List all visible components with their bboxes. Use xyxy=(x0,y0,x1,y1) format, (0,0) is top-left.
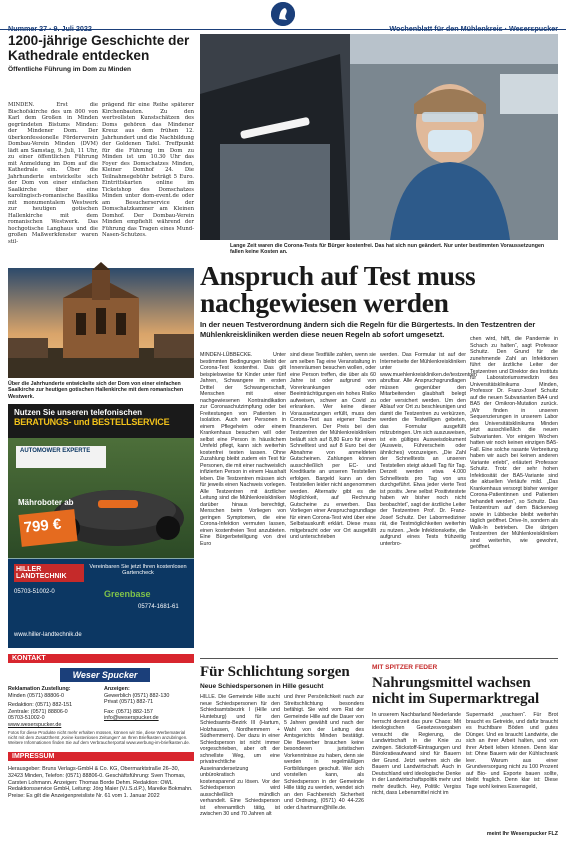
kommentar-kicker: MIT SPITZER FEDER xyxy=(372,664,438,671)
corona-test-photo xyxy=(200,34,558,240)
paper-name: Wochenblatt für den Mühlenkreis · Weserspucker xyxy=(389,24,558,33)
kontakt-web[interactable]: www.weserspucker.de xyxy=(8,721,62,728)
masthead-logo xyxy=(271,2,295,26)
dom-column-1: MINDEN. Erst die Bischofskirche des um 800 von Karl dem Großen in Minden gegründeten Bistums Minden: der Mindener Dom. Der überkonfessionelle Förderverein Dombau-Verein Minden (DVM) lädt am Samstag, 9. Juli, 11 Uhr, zu einer öffentlichen Führung mit Anmeldung im Dom auf die Kathedrale ein. Über die Jahrhunderte entwickelte sich der Dom von einer einfachen Saalkirche über eine karolingisch-romanische Basilika mit monumentalem Westwerk zur heutigen gotischen Hallenkirche mit dem romanischen Westwerk. Das hochgotische Langhaus und die großen Maßwerkfenster waren stil- xyxy=(8,102,98,245)
schlichtung-column-1: HILLE. Die Gemeinde Hille sucht neue Schiedspersonen für den Schiedsamtsbezirk I (Hille und Hunteburg) und für den Schiedsamts-Bezirk III (Hartum, Holzhausen, Nordhemmern + Südhemmern). Der dazu in einer Schiedsperson ist nicht immer vorgeschrieben, aber oft der schnellste Weg, um eine privatrechtliche Auseinandersetzung unbürokratisch und kostensparend zu lösen. Vor der Schiedsperson wird ausschließlich mündlich verhandelt. Eine Schiedsperson ist ehrenamtlich tätig, ist zwischen 30 und 70 Jahren alt xyxy=(200,694,280,817)
kontakt-l3: Zentrale: (0571) 88806-0 xyxy=(8,708,68,715)
kontakt-a4: Fax: (0571) 882-157 xyxy=(104,708,153,715)
ad-website[interactable]: www.hiller-landtechnik.de xyxy=(14,632,82,638)
kontakt-l4: 05703-51002-0 xyxy=(8,715,45,722)
kontakt-l1: Reklamation Zustellung: xyxy=(8,686,71,692)
kontakt-right xyxy=(104,686,194,722)
kontakt-left xyxy=(8,686,100,729)
kontakt-a1: Anzeigen: xyxy=(104,686,130,692)
ad-automower-badge: AUTOMOWER EXPERTE xyxy=(16,446,106,468)
kommentar-title: Nahrungsmittel wachsen nicht im Supermarktregal xyxy=(372,675,540,707)
dom-subtitle: Öffentliche Führung im Dom zu Minden xyxy=(8,66,132,73)
dom-caption: Über die Jahrhunderte entwickelte sich der Dom von einer einfachen Saalkirche zur heutigen gotischen Hallenkirche mit dem romanischen Westwerk. xyxy=(8,381,184,400)
dom-photo xyxy=(8,268,194,378)
mower-advertisement[interactable] xyxy=(8,404,194,648)
ad-garden-brand: Greenbase xyxy=(104,589,151,599)
kontakt-a5[interactable]: info@weserspucker.de xyxy=(104,715,159,722)
dom-title: 1200-jährige Geschichte der Kathedrale entdecken xyxy=(8,33,190,63)
kommentar-signature: meint Ihr Weserspucker FLZ xyxy=(486,831,558,837)
ad-phone-2: 05774-1681-61 xyxy=(138,604,179,610)
dom-column-2: prägend für eine Reihe späterer Kirchenbauten. Zu den wertvollsten Kunstschätzen des Doms gehören das Mindener Kreuz aus dem frühen 12. Jahrhundert und die Nachbildung der Goldenen Tafel. Treffpunkt für die Führung im Dom zu Minden ist um 10.30 Uhr das Foyer des Domschatzes Minden, Kleiner Domhof 24. Die Teilnahmegebühr beträgt 5 Euro. Eintrittskarten online im Ticketshop des Domschatzes Minden unter dom-event.de oder am Besucherservice der Domschatzkammer am Kleinen Domhof. Der Dombau-Verein Minden empfiehlt während der Führung das Tragen eines Mund-Nasen-Schutzes. xyxy=(102,102,194,238)
section-divider xyxy=(200,658,558,659)
kommentar-column-2: Supermarkt „wachsen“. Für Brot braucht es Getreide, und dafür braucht es fruchtbare Böden und gutes Dünger. Und es braucht Landwirte, die sich an ihrer Arbeit halten, und von ihrer Arbeit leben können. Denn klar ist: Ohne Bauern wär der Kühlschrank leer. Warum aus einer Grundversorgung nicht zu 100 Prozent auf Bio- und Exporte bauen sollte, bleibt fraglich. Denn klar ist: Diese Tage wohl keines Essensgeld, xyxy=(466,712,558,790)
main-lead: In der neuen Testverordnung ändern sich die Regeln für die Bürgertests. In den Testzentren der Mühlenkreiskliniken werden diese neuen Regeln ab sofort umgesetzt. xyxy=(200,320,536,339)
schlichtung-subtitle: Neue Schiedspersonen in Hille gesucht xyxy=(200,683,324,690)
main-column-1: MINDEN-LÜBBECKE. Unter bestimmten Bedingungen bleibt der Corona-Test kostenfrei. Das gilt beispielsweise für Kinder unter fünf Jahren, Schwangere im ersten Drittel der Schwangerschaft, Menschen mit einer nachgewiesenen Kontraindikation zur Coronaschutzimpfung oder bei Freitestungen von Patienten in Isolation. Auch wer Personen in einem Pflegeheim oder einem Krankenhaus besuchen will oder selbst eine Person in häuslichem Umfeld pflegt, kann sich weiterhin kostenfrei testen lassen. Ohne Zuzahlung bleibt zudem ein Test für Personen, die mit einer nachweislich infizierten Person in einem Haushalt leben. Die Testzentren müssen sich für jeweils einen Nachweis vorlegen. Alle Testzentren mit ärztlicher Leitung sind die Mühlenkreiskliniken darüber hinaus berechtigt, Menschen beim Vorliegen von geringen Symptomen, die eine Corona-Infektion vermuten lassen, einen kostenfreien Test anzubieten. Eine Bürgerbeteiligung von drei Euro xyxy=(200,352,286,547)
kommentar-column-1: In unserem Nachbarland Niederlande herrscht derzeit das pure Chaos: Mit ideologischen Gesetzesvorgaben versucht die Regierung, die Landwirtschaft in die Knie zu zwingen. Stickstoff-Eintragungen und Bürokratieaufwand sind für Bauern der Grund. Jetzt wehren sich die Bauern und Landwirtschaft. Auch in Deutschland wird ideologische Denke in der Landwirtschaftspolitik mehr und mehr deutlich. Hey, Politik: Vergiss nicht, dass Lebensmittel nicht im xyxy=(372,712,461,796)
kontakt-a3: Privat (0571) 882-71 xyxy=(104,699,154,706)
ad-product: Mähroboter ab xyxy=(18,498,74,507)
main-column-4: chen wird, hilft, die Pandemie in Schach zu halten“, sagt Professor Schuitz. Den Grund für die zunehmende Zahl an Infektionen führt der ärztliche Leiter der Testzentren und Direktor des Instituts für Laboratoriumsmedizin des Universitätsklinikums Minden, Professor Dr. Franz-Josef Schuitz auf die neuen Subvarianten BA4 und BA5 der Omikron-Mutation zurück. „Wir finden in unseren Sequenzierungen in unserem Labor des Universitätsklinikums Minden jetzt ausschließlich die neuen Subvarianten. Vor einigen Wochen hatten wir noch keinen einzigen BA5-Fall. Eine solche rasante Verbreitung haben wir auch bei keinen anderen Variante erlebt“, erläutert Professor Schuitz. Trotz der sehr hohen Infektiosität der BA5-Variante sind die aktuellen Verläufe mild. „Das Krankenhaus versorgt bisher weniger Corona-Patientinnen und Patienten behandelt werden“, so Schuitz. Das Testzentrum auf dem Bäckerweg sowie in Lübbecke bleibt weiterhin täglich geöffnet. Drive-In, sondern als Walk-In betrieben. Die übrigen Testzentren der Mühlenkreiskliniken sind weiterhin, wie gewohnt, geöffnet. xyxy=(470,336,558,550)
schlichtung-column-2: und ihrer Persönlichkeit nach zur Streitschlichtung besonders befähigt. Sie wird vom Rat der Gemeinde Hille auf die Dauer von 5 Jahren gewählt und nach der Wahl von der Leitung des Amtsgerichts Minden bestätigt. Die Bewerber brauchen keine besonderen juristischen Vorkenntnisse zu haben, denn sie werden in regelmäßigen Fortbildungen geschult. Wer sich vorstellen kann, als Schiedsperson in der Gemeinde Hille tätig zu werden, wendet sich an den Fachbereich Sicherheit und Ordnung, (0571) 40 44-226 oder d.hartmann@hille.de. xyxy=(284,694,364,811)
schlichtung-title: Für Schlichtung sorgen xyxy=(200,664,350,680)
weserspucker-logo: Weser Spucker xyxy=(60,668,150,682)
kontakt-heading: KONTAKT xyxy=(8,654,194,663)
ad-slogan: Vereinbaren Sie jetzt Ihren kostenlosen Gartencheck xyxy=(89,564,187,576)
ad-price: 799 € xyxy=(18,509,77,547)
issue-date: Nummer 27 · 9. Juli 2022 xyxy=(8,24,92,33)
dom-article xyxy=(8,34,194,73)
kontakt-l1v: Minden (0571) 88806-0 xyxy=(8,692,65,699)
impressum-body: Herausgeber: Bruns Verlags-GmbH & Co. KG, Obermarktstraße 26–30, 32423 Minden, Telefon: (0571) 88806-0. Geschäftsführung: Sven Thomas, Carsten Lohmann. Anzeigen: Thomas Borde Dehm. Redaktion: OWL Redaktionsservice GmbH, Leitung: Jörg Maier (V.i.S.d.P.), Mareike Bokmahn. Preise: Es gilt die Anzeigenpreisliste Nr. 61 vom 1. Januar 2022 xyxy=(8,766,193,800)
kontakt-note: Fotos für diese Produkte nicht mehr erhalten müssen, können wir Sie, diese Werbematerial nicht mit dem Zusatztherst „Keine kostenlosen Zeitungen“ an Ihren Briefkasten anzubringen. Weitere Informationen finden Sie auf dem Verbraucherportal www.werbung-im-briefkasten.de. xyxy=(8,730,190,746)
page-header xyxy=(0,0,566,33)
ad-dealer: HILLER LANDTECHNIK xyxy=(14,564,84,582)
ad-divider xyxy=(8,558,194,559)
kontakt-a2: Gewerblich (0571) 882-130 xyxy=(104,692,170,699)
main-headline: Anspruch auf Test muss nachgewiesen werden xyxy=(200,260,476,318)
ad-line-1: Nutzen Sie unseren telefonischen xyxy=(14,408,143,417)
corona-photo-caption: Lange Zeit waren die Corona-Tests für Bürger kostenfrei. Das hat sich nun geändert. Nur unter bestimmten Voraussetzungen fallen keine Kosten an. xyxy=(230,243,545,256)
impressum-heading: IMPRESSUM xyxy=(8,752,194,761)
ad-phone-1: 05703-51002-0 xyxy=(14,589,55,595)
main-column-2: sind diese Testfälle zahlen, wenn sie am selben Tag eine Veranstaltung in Innenräumen besuchen wollen, oder eine Person treffen, die über als 60 Jahre ist oder aufgrund von Vorerkrankungen oder Beeinträchtigungen ein hohes Risiko aufweisen, schwer an Covid zu erkranken. Wer keine dieser Voraussetzungen erfüllt, muss den Corona-Test aus eigener Tasche finanzieren. Der Preis bei den Testzentren der Mühlenkreiskliniken beläuft sich auf 8,80 Euro für einen Schnelltest und auf 8 Euro bei der Abnahme von anmeldeten Gutscheinen. Zahlungen können ausschließlich per EC- und Kreditkarte an unseren Teststellen erfolgen. Bargeld kann an den Teststellen leider nicht angenommen werden. Alternativ gibt es die Möglichkeit, auf Rechnung Gutscheine zu erwerben. Das Vorliegen einer Anspruchsgrundlage für einen Corona-Test wird über eine Selbstauskunft erklärt. Diese muss mitgebracht oder vor Ort ausgefüllt und unterschrieben xyxy=(290,352,376,540)
ad-service-banner xyxy=(8,404,194,438)
ad-line-2: BERATUNGS- und BESTELLSERVICE xyxy=(14,417,170,427)
main-column-3: werden. Das Formular ist auf der Internetseite der Mühlenkreiskliniken unter www.muehlenkreiskliniken.de/testzentren abrufbar. Alle Anspruchsgrundlagen müssen gegenüber den Mitarbeitenden glaubhaft belegt oder versichert werden. Um den Ablauf vor Ort zu beschleunigen und damit die Testzentren zu verkürzen, werden die Testwilligen gebeten, das Formular ausgefüllt mitzubringen. Um sich auszuweisen, ist ein gültiges Ausweisdokument (Ausweis, Führerschein oder ähnliches) vorzuzeigen. „Die Zahl der Schnelltests an unseren Teststellen steigt aktuell Tag für Tag. Derzeit werden etwa 4.000 Schnelltests pro Tag von uns durchgeführt. Etwa jeder vierte Test ist positiv. Jene selbst Positivtestete haben wir bisher noch nicht beobachtet“, sagt der ärztliche Leiter der Testzentren Prof. Dr. Franz-Josef Schuitz. Der Labormediziner rät, die Testmöglichkeiten weiterhin zu nutzen. „Jede Infektionskette, die aufgrund eines Tests frühzeitig unterbro- xyxy=(380,352,477,547)
kontakt-l2: Redaktion: (0571) 882-151 xyxy=(8,702,73,709)
